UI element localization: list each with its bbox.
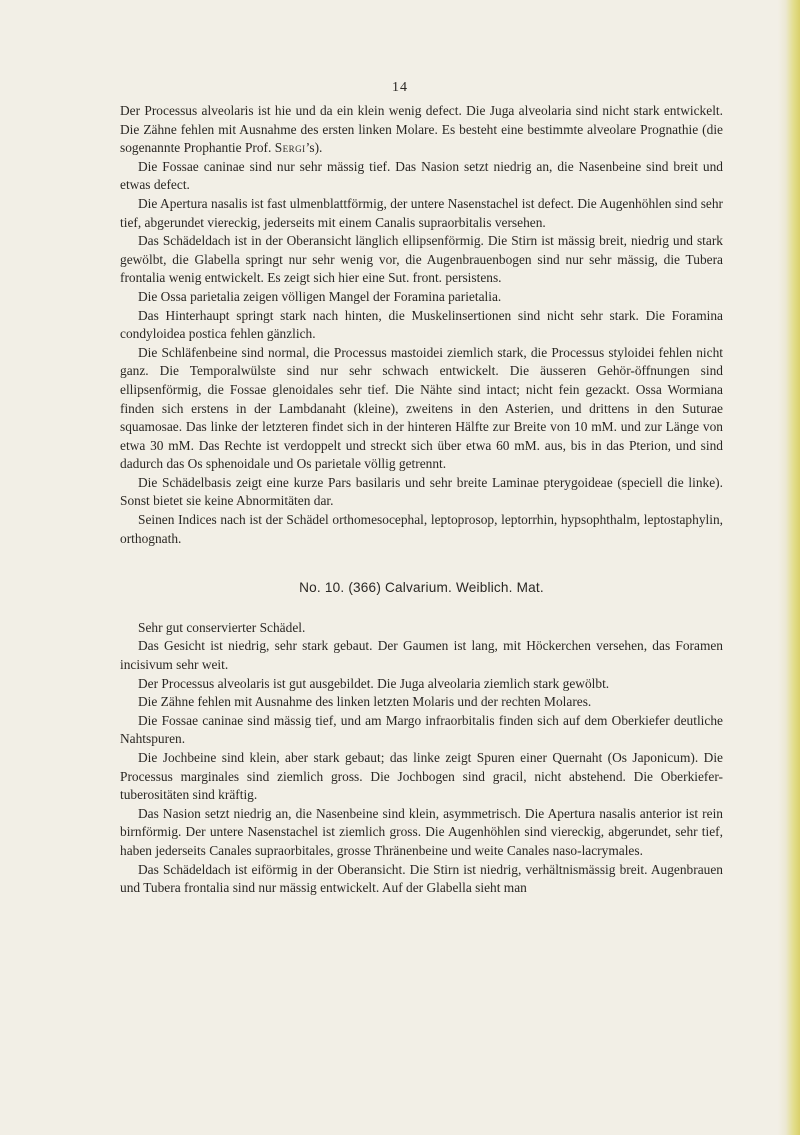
section-heading: No. 10. (366) Calvarium. Weiblich. Mat.: [299, 580, 544, 596]
paragraph: Der Processus alveolaris ist gut ausgebildet. Die Juga alveolaria ziemlich stark gewölbt.: [138, 675, 610, 691]
paragraph: Die Jochbeine sind klein, aber stark gebaut; das linke zeigt Spuren einer Quernaht (Os Japonicum). Die Processus marginales sind ziemlich gross. Die Jochbogen sind gracil, nicht abstehend. Die Oberkiefer-tuberositäten sind kräftig.: [120, 750, 723, 803]
paragraph: Die Zähne fehlen mit Ausnahme des linken letzten Molaris und der rechten Molares.: [138, 694, 592, 710]
paragraph: Sehr gut conservierter Schädel.: [138, 619, 306, 635]
paragraph: Das Schädeldach ist eiförmig in der Oberansicht. Die Stirn ist niedrig, verhältnismässig breit. Augenbrauen und Tubera frontalia sind nur mässig entwickelt. Auf der Glabella sieht man: [120, 861, 723, 896]
paragraph: [120, 102, 723, 158]
paragraph: Das Schädeldach ist in der Oberansicht länglich ellipsenförmig. Die Stirn ist mässig breit, niedrig und stark gewölbt, die Glabella springt nur sehr wenig vor, die Augenbrauenbogen sind nur sehr mässig, die Tubera frontalia wenig entwickelt. Es zeigt sich hier eine Sut. front. persistens.: [120, 233, 723, 286]
paragraph: Die Apertura nasalis ist fast ulmenblattförmig, der untere Nasenstachel ist defect. Die Augenhöhlen sind sehr tief, abgerundet viereckig, jederseits mit einem Canalis supraorbitalis versehen.: [120, 195, 723, 230]
paragraph: Die Schädelbasis zeigt eine kurze Pars basilaris und sehr breite Laminae pterygoideae (speciell die linke). Sonst bietet sie keine Abnormitäten dar.: [120, 474, 723, 509]
paragraph-text: Der Processus alveolaris ist hie und da ein klein wenig defect. Die Juga alveolaria sind nicht stark entwickelt. Die Zähne fehlen mit Ausnahme des ersten linken Molare. Es besteht eine bestimmte alveolare Prognathie (die sogenannte Prophantie Prof.: [120, 103, 723, 156]
body-text: [120, 102, 723, 898]
page-edge-shadow: [778, 0, 800, 1135]
paragraph: Die Fossae caninae sind mässig tief, und am Margo infraorbitalis finden sich auf dem Oberkiefer deutliche Nahtspuren.: [120, 712, 723, 747]
paragraph: Das Nasion setzt niedrig an, die Nasenbeine sind klein, asymmetrisch. Die Apertura nasalis anterior ist rein birnförmig. Der untere Nasenstachel ist ziemlich gross. Die Augenhöhlen sind viereckig, abgerundet, sehr tief, haben jederseits Canales supraorbitales, grosse Thränenbeine und weite Canales naso-lacrymales.: [120, 805, 723, 858]
paragraph: Die Ossa parietalia zeigen völligen Mangel der Foramina parietalia.: [138, 288, 502, 304]
page-number: 14: [392, 80, 408, 95]
paragraph: Die Fossae caninae sind nur sehr mässig tief. Das Nasion setzt niedrig an, die Nasenbeine sind breit und etwas defect.: [120, 158, 723, 193]
paragraph: Das Hinterhaupt springt stark nach hinten, die Muskelinsertionen sind nicht sehr stark. Die Foramina condyloidea postica fehlen gänzlich.: [120, 307, 723, 342]
paragraph: Das Gesicht ist niedrig, sehr stark gebaut. Der Gaumen ist lang, mit Höckerchen versehen, das Foramen incisivum sehr weit.: [120, 638, 723, 673]
paragraph: Seinen Indices nach ist der Schädel orthomesocephal, leptoprosop, leptorrhin, hypsophthalm, leptostaphylin, orthognath.: [120, 512, 723, 546]
paragraph: Die Schläfenbeine sind normal, die Processus mastoidei ziemlich stark, die Processus styloidei fehlen nicht ganz. Die Temporalwülste sind nur sehr schwach entwickelt. Die äusseren Gehör-öffnungen sind ellipsenförmig, die Fossae glenoidales sehr tief. Die Nähte sind intact; nicht fein gezackt. Ossa Wormiana finden sich erstens in der Lambdanaht (kleine), zweitens in den Asterien, und drittens in den Suturae squamosae. Das linke der letzteren findet sich in der hinteren Hälfte zur Breite von 10 mM. und zur Länge von etwa 30 mM. Das Rechte ist verdoppelt und streckt sich über etwa 60 mM. aus, bis in das Pterion, und sind dadurch das Os sphenoidale und Os parietale völlig getrennt.: [120, 344, 723, 472]
author-name: Sergi: [274, 140, 306, 156]
paragraph-text: ’s).: [305, 140, 323, 156]
